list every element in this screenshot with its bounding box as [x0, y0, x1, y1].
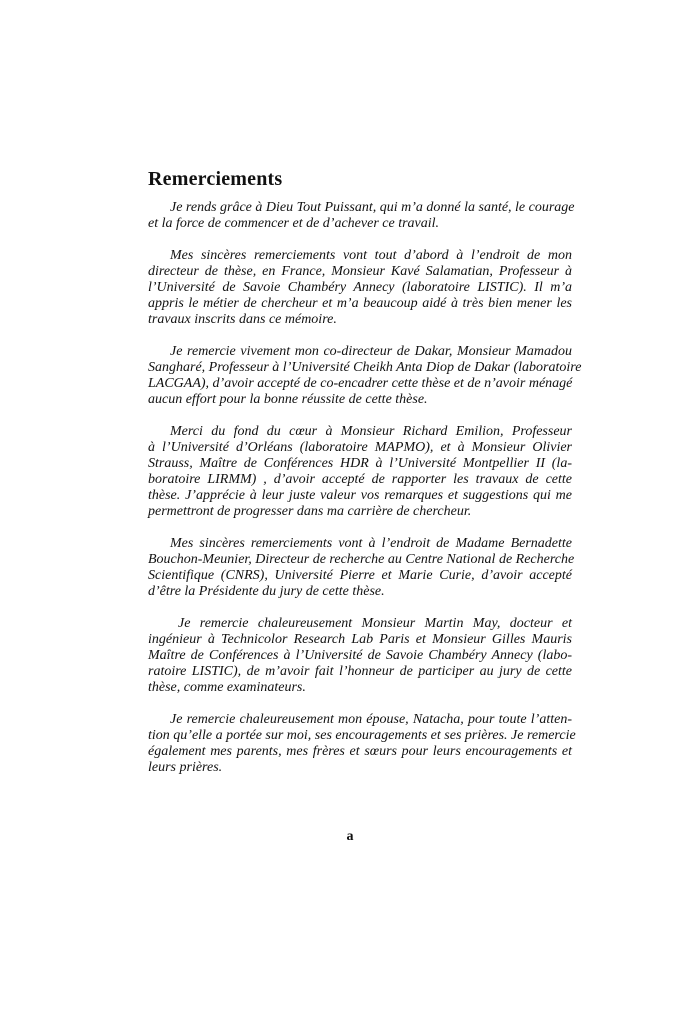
text-line: Je remercie vivement mon co-directeur de Dakar, Monsieur Mamadou [170, 344, 572, 359]
paragraph [148, 200, 575, 232]
paragraph [148, 536, 575, 600]
text-line: travaux inscrits dans ce mémoire. [148, 312, 337, 327]
text-line: Maître de Conférences à l’Université de Savoie Chambéry Annecy (labo- [148, 648, 572, 663]
text-line: appris le métier de chercheur et m’a beaucoup aidé à très bien mener les [148, 296, 572, 311]
text-line: à l’Université d’Orléans (laboratoire MAPMO), et à Monsieur Olivier [148, 440, 572, 455]
text-line: tion qu’elle a portée sur moi, ses encouragements et ses prières. Je remercie [148, 728, 576, 743]
text-line: l’Université de Savoie Chambéry Annecy (laboratoire LISTIC). Il m’a [148, 280, 572, 295]
text-line: Sangharé, Professeur à l’Université Cheikh Anta Diop de Dakar (laboratoire [148, 360, 582, 375]
text-line: Je rends grâce à Dieu Tout Puissant, qui m’a donné la santé, le courage [170, 200, 575, 215]
paragraph [148, 712, 576, 776]
text-line: LACGAA), d’avoir accepté de co-encadrer cette thèse et de n’avoir ménagé [148, 376, 573, 391]
acknowledgements-body [148, 200, 582, 792]
paragraph [148, 248, 572, 328]
text-line: directeur de thèse, en France, Monsieur Kavé Salamatian, Professeur à [148, 264, 572, 279]
text-line: également mes parents, mes frères et sœurs pour leurs encouragements et [148, 744, 572, 759]
paragraph [148, 344, 582, 408]
text-line: Strauss, Maître de Conférences HDR à l’Université Montpellier II (la- [148, 456, 572, 471]
text-line: Mes sincères remerciements vont tout d’abord à l’endroit de mon [170, 248, 572, 263]
text-line: Je remercie chaleureusement Monsieur Martin May, docteur et [178, 616, 572, 631]
section-title: Remerciements [148, 168, 283, 190]
page-number: a [346, 829, 354, 844]
text-line: ingénieur à Technicolor Research Lab Paris et Monsieur Gilles Mauris [148, 632, 572, 647]
text-line: leurs prières. [148, 760, 223, 775]
text-line: et la force de commencer et de d’achever ce travail. [148, 216, 440, 231]
paragraph [148, 424, 572, 520]
text-line: ratoire LISTIC), de m’avoir fait l’honneur de participer au jury de cette [148, 664, 572, 679]
text-line: Merci du fond du cœur à Monsieur Richard Emilion, Professeur [170, 424, 572, 439]
text-line: Bouchon-Meunier, Directeur de recherche au Centre National de Recherche [148, 552, 575, 567]
text-line: Scientifique (CNRS), Université Pierre et Marie Curie, d’avoir accepté [148, 568, 572, 583]
text-line: thèse, comme examinateurs. [148, 680, 306, 695]
paragraph [148, 616, 572, 696]
text-line: thèse. J’apprécie à leur juste valeur vos remarques et suggestions qui me [148, 488, 572, 503]
text-line: permettront de progresser dans ma carrière de chercheur. [148, 504, 472, 519]
text-line: d’être la Présidente du jury de cette thèse. [148, 584, 385, 599]
text-line: boratoire LIRMM) , d’avoir accepté de rapporter les travaux de cette [148, 472, 572, 487]
text-line: aucun effort pour la bonne réussite de cette thèse. [148, 392, 428, 407]
text-line: Je remercie chaleureusement mon épouse, Natacha, pour toute l’atten- [170, 712, 572, 727]
text-line: Mes sincères remerciements vont à l’endroit de Madame Bernadette [170, 536, 572, 551]
